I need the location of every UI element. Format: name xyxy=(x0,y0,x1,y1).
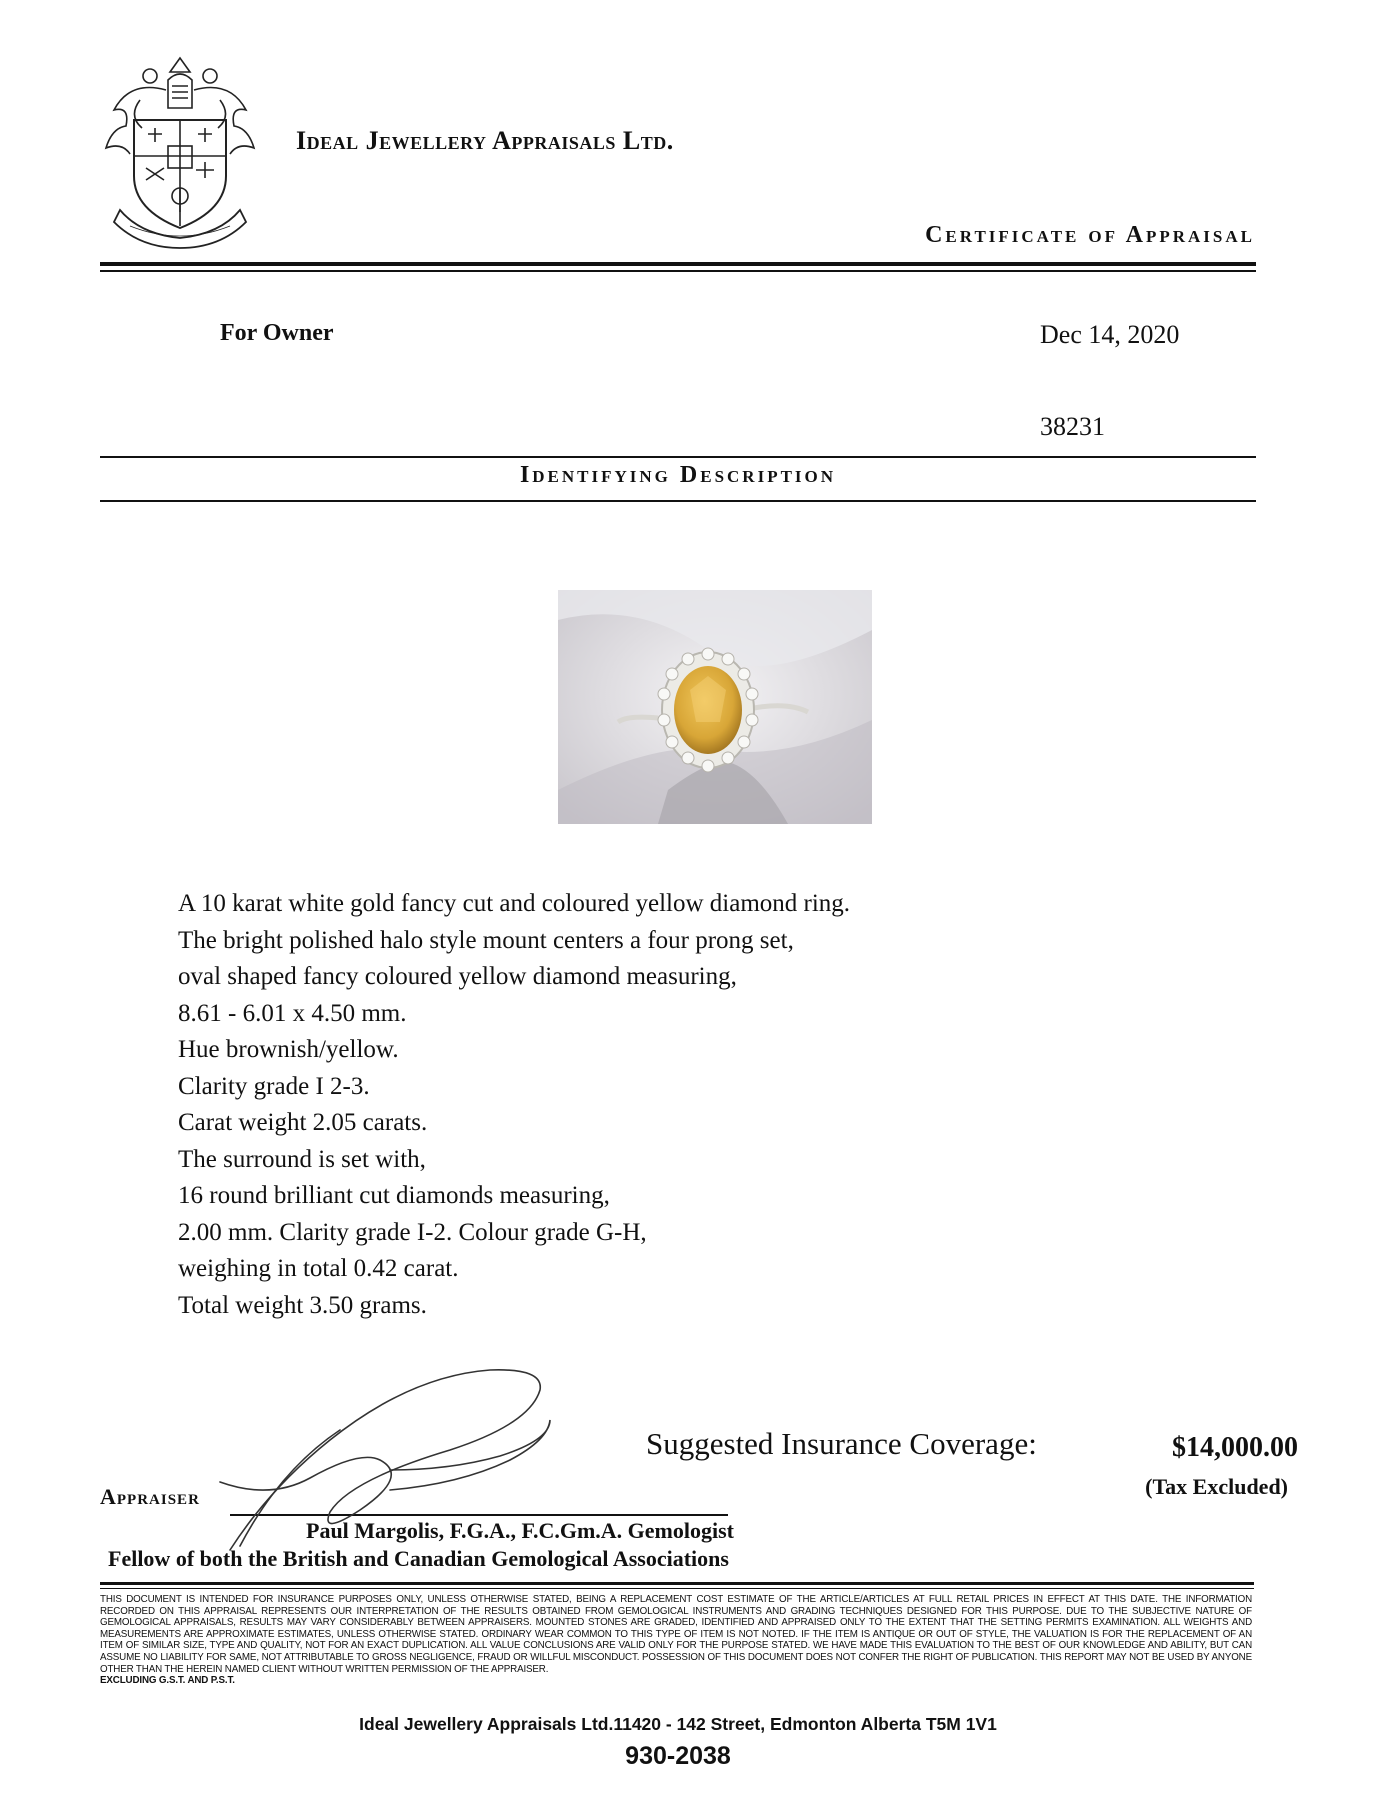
description-line: 8.61 - 6.01 x 4.50 mm. xyxy=(178,999,407,1027)
header-rule-thick xyxy=(100,262,1256,266)
disclaimer-rule-thin xyxy=(100,1588,1254,1589)
item-description xyxy=(178,886,850,1324)
tax-note: (Tax Excluded) xyxy=(1145,1474,1288,1499)
reference-number: 38231 xyxy=(1040,412,1105,441)
appraiser-credentials: Fellow of both the British and Canadian Gemological Associations xyxy=(108,1546,729,1571)
description-line: Total weight 3.50 grams. xyxy=(178,1291,427,1319)
description-line: weighing in total 0.42 carat. xyxy=(178,1255,459,1282)
coverage-amount: $14,000.00 xyxy=(1172,1432,1298,1463)
certificate-title: Certificate of Appraisal xyxy=(925,222,1255,248)
description-line: Hue brownish/yellow. xyxy=(178,1036,399,1063)
disclaimer-text xyxy=(100,1594,1252,1687)
coverage-label: Suggested Insurance Coverage: xyxy=(646,1426,1037,1461)
company-name: Ideal Jewellery Appraisals Ltd. xyxy=(296,126,674,155)
owner-label: For Owner xyxy=(220,320,334,346)
description-line: A 10 karat white gold fancy cut and coloured yellow diamond ring. xyxy=(178,890,851,917)
description-line: Clarity grade I 2-3. xyxy=(178,1072,370,1100)
coat-of-arms-icon xyxy=(100,50,260,250)
appraiser-name: Paul Margolis, F.G.A., F.C.Gm.A. Gemologist xyxy=(306,1518,734,1543)
description-line: The surround is set with, xyxy=(178,1145,426,1173)
header-rule-thin xyxy=(100,270,1256,272)
footer-phone: 930-2038 xyxy=(625,1742,731,1770)
disclaimer-rule-thick xyxy=(100,1582,1254,1585)
section-rule-top xyxy=(100,456,1256,458)
signature-icon xyxy=(210,1360,570,1560)
section-rule-bottom xyxy=(100,500,1256,502)
description-line: oval shaped fancy coloured yellow diamond measuring, xyxy=(178,963,737,990)
footer-address: Ideal Jewellery Appraisals Ltd.11420 - 142 Street, Edmonton Alberta T5M 1V1 xyxy=(359,1714,997,1734)
description-line: Carat weight 2.05 carats. xyxy=(178,1109,428,1136)
disclaimer-tax: EXCLUDING G.S.T. AND P.S.T. xyxy=(100,1675,235,1687)
ring-photo-icon xyxy=(558,590,872,824)
appraiser-label: Appraiser xyxy=(100,1484,200,1509)
description-line: The bright polished halo style mount centers a four prong set, xyxy=(178,926,794,954)
section-title: Identifying Description xyxy=(519,462,837,488)
description-line: 2.00 mm. Clarity grade I-2. Colour grade G-H, xyxy=(178,1218,647,1246)
appraisal-date: Dec 14, 2020 xyxy=(1040,320,1180,349)
disclaimer-body: THIS DOCUMENT IS INTENDED FOR INSURANCE PURPOSES ONLY, UNLESS OTHERWISE STATED, BEING A REPLACEMENT COST ESTIMATE OF THE ARTICLE/ARTICLES AT FULL RETAIL PRICES IN EFFECT AT THIS DATE. THE INFORMATION RECORDED ON THIS APPRAISAL REPRESENTS OUR INTERPRETATION OF THE RESULTS OBTAINED FROM GEMOLOGICAL INSTRUMENTS AND GRADING TECHNIQUES DESIGNED FOR THIS PURPOSE. DUE TO THE SUBJECTIVE NATURE OF GEMOLOGICAL APPRAISALS, RESULTS MAY VARY CONSIDERABLY BETWEEN APPRAISERS. MOUNTED STONES ARE GRADED, IDENTIFIED AND APPRAISED ONLY TO THE EXTENT THAT THE SETTING PERMITS EXAMINATION. ALL WEIGHTS AND MEASUREMENTS ARE APPROXIMATE ESTIMATES, UNLESS OTHERWISE STATED. ORDINARY WEAR COMMON TO THIS TYPE OF ITEM IS NOT NOTED. IF THE ITEM IS ANTIQUE OR OUT OF STYLE, THE VALUATION IS FOR THE REPLACEMENT OF AN ITEM OF SIMILAR SIZE, TYPE AND QUALITY, NOT FOR AN EXACT DUPLICATION. ALL VALUE CONCLUSIONS ARE VALID ONLY FOR THE PURPOSE STATED. WE HAVE MADE THIS EVALUATION TO THE BEST OF OUR KNOWLEDGE AND ABILITY, BUT CAN ASSUME NO LIABILITY FOR SAME, NOT ATTRIBUTABLE TO GROSS NEGLIGENCE, FRAUD OR WILLFUL MISCONDUCT. POSSESSION OF THIS DOCUMENT DOES NOT CONFER THE RIGHT OF PUBLICATION. THIS REPORT MAY NOT BE USED BY ANYONE OTHER THAN THE HEREIN NAMED CLIENT WITHOUT WRITTEN PERMISSION OF THE APPRAISER. xyxy=(100,1594,1252,1675)
description-line: 16 round brilliant cut diamonds measuring, xyxy=(178,1182,610,1209)
